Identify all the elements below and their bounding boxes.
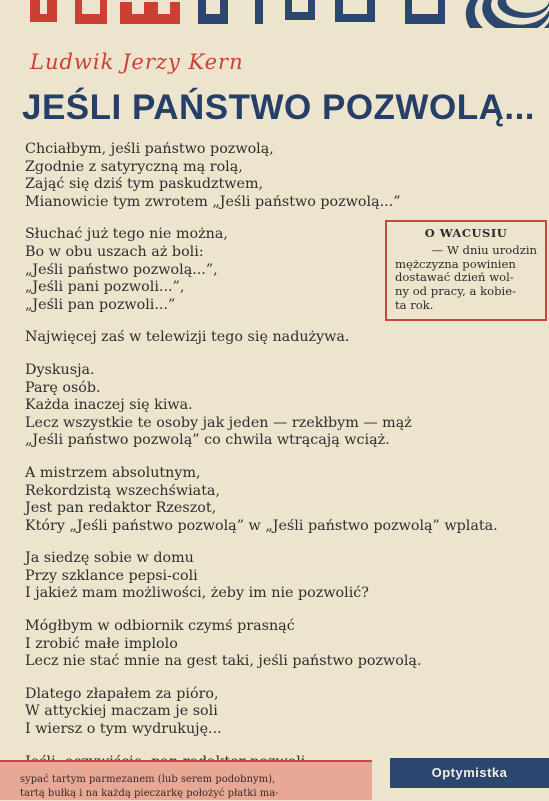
poem-line: „Jeśli pan pozwoli...” bbox=[25, 296, 176, 313]
poem-line: W attyckiej maczam je soli bbox=[25, 703, 218, 720]
poem-line: Przy szklance pepsi-coli bbox=[25, 567, 198, 584]
sidebox-line: — W dniu urodzin bbox=[431, 242, 537, 257]
poem-line: Najwięcej zaś w telewizji tego się nadużywa. bbox=[25, 329, 350, 346]
poem-line: I wiersz o tym wydrukuję... bbox=[25, 721, 222, 738]
sidebox-title: O WACUSIU bbox=[424, 226, 508, 240]
poem-line: Dyskusja. bbox=[25, 361, 95, 378]
poem-line: „Jeśli państwo pozwolą...”, bbox=[25, 261, 218, 278]
stanza bbox=[25, 550, 549, 603]
poem-line: Zgodnie z satyryczną mą rolą, bbox=[25, 158, 243, 175]
poem-line: Bo w obu uszach aż boli: bbox=[25, 243, 204, 260]
stanza bbox=[25, 618, 549, 671]
stanza bbox=[25, 686, 549, 739]
poem-line: Mianowicie tym zwrotem „Jeśli państwo pozwolą...” bbox=[25, 193, 401, 210]
sidebar-joke-box bbox=[385, 220, 547, 321]
author-name: Ludwik Jerzy Kern bbox=[30, 50, 244, 74]
poem-line: Lecz wszystkie te osoby jak jeden — rzekłbym — mąż bbox=[25, 414, 412, 431]
poem-line: Parę osób. bbox=[25, 379, 101, 396]
masthead-shapes-icon bbox=[0, 0, 549, 28]
poem-line: Ja siedzę sobie w domu bbox=[25, 550, 194, 567]
poem-line: Chciałbym, jeśli państwo pozwolą, bbox=[25, 141, 274, 157]
sidebox-body bbox=[395, 244, 537, 313]
poem-line: Każda inaczej się kiwa. bbox=[25, 397, 193, 414]
masthead-decoration bbox=[0, 0, 549, 28]
stanza bbox=[25, 141, 549, 211]
poem-line: I jakież mam możliwości, żeby im nie pozwolić? bbox=[25, 585, 369, 602]
poem-line: Jest pan redaktor Rzeszot, bbox=[25, 500, 217, 517]
poem-line: Dlatego złapałem za pióro, bbox=[25, 685, 219, 702]
stanza bbox=[25, 362, 549, 450]
sidebox-line: ta rok. bbox=[395, 297, 434, 312]
recipe-fragment bbox=[0, 760, 372, 800]
sidebox-line: mężczyzna powinien bbox=[395, 256, 516, 271]
recipe-line: tartą bułką i na każdą pieczarkę położyć płatki ma- bbox=[20, 788, 279, 799]
poem-line: Słuchać już tego nie można, bbox=[25, 226, 228, 243]
poem-title: JEŚLI PAŃSTWO POZWOLĄ... bbox=[22, 88, 536, 127]
stanza bbox=[25, 465, 549, 535]
optymistka-banner: Optymistka bbox=[390, 758, 549, 788]
poem-line: Który „Jeśli państwo pozwolą” w „Jeśli państwo pozwolą” wplata. bbox=[25, 517, 498, 534]
poem-line: Mógłbym w odbiornik czymś prasnąć bbox=[25, 618, 295, 635]
poem-line: I zrobić małe implolo bbox=[25, 635, 178, 652]
sidebox-line: dostawać dzień wol- bbox=[395, 270, 514, 285]
poem-line: Rekordzistą wszechświata, bbox=[25, 482, 221, 499]
sidebox-line: ny od pracy, a kobie- bbox=[395, 284, 517, 299]
poem-line: Zająć się dziś tym paskudztwem, bbox=[25, 176, 264, 193]
recipe-line: sypać tartym parmezanem (lub serem podobnym), bbox=[20, 774, 276, 785]
poem-line: A mistrzem absolutnym, bbox=[25, 464, 201, 481]
poem-line: „Jeśli państwo pozwolą” co chwila wtrącają wciąż. bbox=[25, 432, 390, 449]
stanza bbox=[25, 329, 549, 347]
poem-line: „Jeśli pani pozwoli...”, bbox=[25, 279, 185, 296]
poem-line: Lecz nie stać mnie na gest taki, jeśli państwo pozwolą. bbox=[25, 653, 422, 670]
